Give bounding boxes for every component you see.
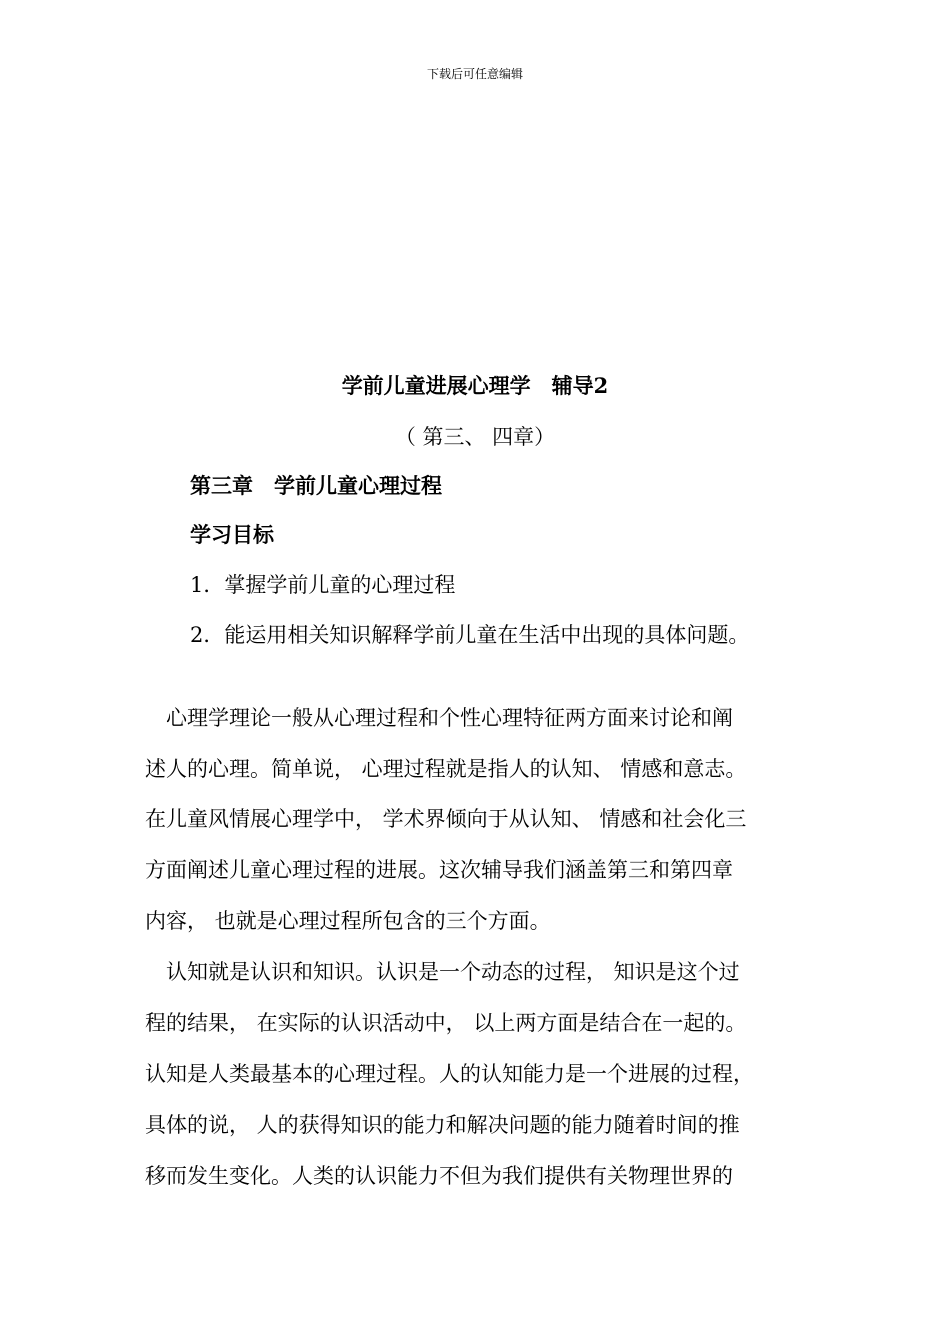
page-header-note: 下载后可任意编辑 [426, 67, 523, 81]
paragraph-1-line: 内容， 也就是心理过程所包含的三个方面。 [145, 909, 551, 933]
paragraph-1-line: 在儿童风情展心理学中， 学术界倾向于从认知、 情感和社会化三 [145, 807, 747, 831]
paragraph-2-line: 认知是人类最基本的心理过程。人的认知能力是一个进展的过程， [145, 1062, 754, 1086]
paragraph-2-line: 程的结果， 在实际的认识活动中， 以上两方面是结合在一起的。 [145, 1011, 747, 1035]
paragraph-1-line: 方面阐述儿童心理过程的进展。这次辅导我们涵盖第三和第四章 [145, 858, 733, 882]
paragraph-1-line: 述人的心理。简单说， 心理过程就是指人的认知、 情感和意志。 [145, 757, 747, 781]
chapter-heading: 第三章 学前儿童心理过程 [190, 473, 442, 498]
objective-item: 1．掌握学前儿童的心理过程 [190, 573, 456, 597]
objective-item: 2．能运用相关知识解释学前儿童在生活中出现的具体问题。 [190, 623, 750, 647]
objectives-heading: 学习目标 [190, 522, 274, 547]
paragraph-2-line: 移而发生变化。人类的认识能力不但为我们提供有关物理世界的 [145, 1164, 733, 1188]
document-subtitle: （ 第三、 四章） [394, 425, 556, 449]
paragraph-1-line: 心理学理论一般从心理过程和个性心理特征两方面来讨论和阐 [145, 706, 733, 730]
document-title: 学前儿童进展心理学 辅导2 [341, 373, 609, 398]
paragraph-2-line: 具体的说， 人的获得知识的能力和解决问题的能力随着时间的推 [145, 1113, 740, 1137]
paragraph-2-line: 认知就是认识和知识。认识是一个动态的过程， 知识是这个过 [145, 960, 740, 984]
